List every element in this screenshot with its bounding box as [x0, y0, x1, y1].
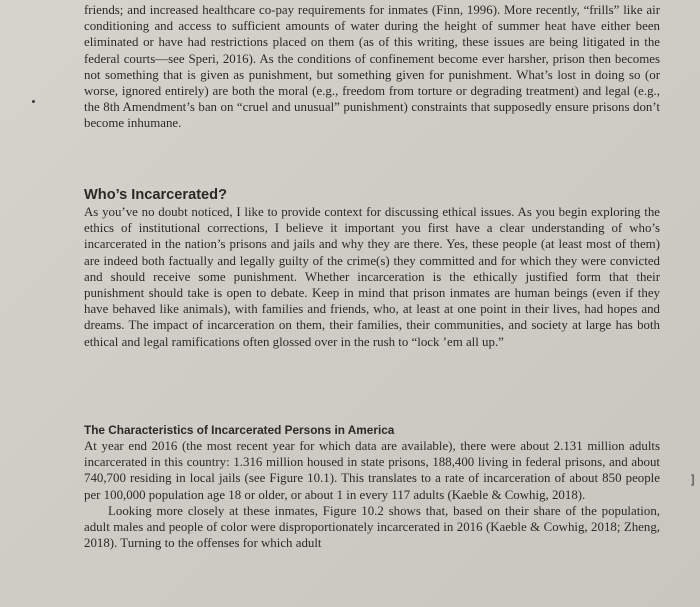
- paragraph-context: As you’ve no doubt noticed, I like to provide context for discussing ethical issues. As you begin exploring the ethics of institutional corrections, I believe it important you first have a clear understanding of who’s incarcerated in the nation’s prisons and jails and why they are there. Yes, these people (at least most of them) are indeed both factually and legally guilty of the crime(s) they committed and for which they were convicted and should receive some punishment. Whether incarceration is the ethically justified form that their punishment should take is open to debate. Keep in mind that prison inmates are human beings (even if they have behaved like animals), with families and friends, who, at least at one point in their lives, had hopes and dreams. The impact of incarceration on them, their families, their communities, and society at large has both ethical and legal ramifications often glossed over in the rush to “lock ’em all up.”: [84, 205, 660, 349]
- right-edge-bracket: ]: [690, 473, 695, 487]
- margin-dot: [32, 100, 35, 103]
- paragraph-conditions-of-confinement: friends; and increased healthcare co-pay requirements for inmates (Finn, 1996). More recently, “frills” like air conditioning and access to sufficient amounts of water during the height of summer heat have either been eliminated or have had restrictions placed on them (as of this writing, these issues are being litigated in the federal courts—see Speri, 2016). As the conditions of confinement become ever harsher, prison then becomes not something that is given as punishment, but something given for punishment. What’s lost in doing so (or worse, ignored entirely) are both the moral (e.g., freedom from torture or degrading treatment) and legal (e.g., the 8th Amendment’s ban on “cruel and unusual” punishment) constraints that supposedly ensure prisons don’t become inhumane.: [84, 3, 660, 131]
- section-characteristics: [84, 422, 660, 551]
- section-whos-incarcerated: [84, 186, 660, 350]
- heading-characteristics: The Characteristics of Incarcerated Persons in America: [84, 423, 395, 437]
- paragraph-figure-10-2: Looking more closely at these inmates, Figure 10.2 shows that, based on their share of the population, adult males and people of color were disproportionately incarcerated in 2016 (Kaeble & Cowhig, 2018; Zheng, 2018). Turning to the offenses for which adult: [84, 503, 660, 551]
- section-intro: [84, 2, 660, 132]
- heading-whos-incarcerated: Who’s Incarcerated?: [84, 187, 228, 203]
- paragraph-statistics: At year end 2016 (the most recent year for which data are available), there were about 2.131 million adults incarcerated in this country: 1.316 million housed in state prisons, 188,400 living in federal prisons, and about 740,700 residing in local jails (see Figure 10.1). This translates to a rate of incarceration of about 850 people per 100,000 population age 18 or older, or about 1 in every 117 adults (Kaeble & Cowhig, 2018).: [84, 439, 660, 502]
